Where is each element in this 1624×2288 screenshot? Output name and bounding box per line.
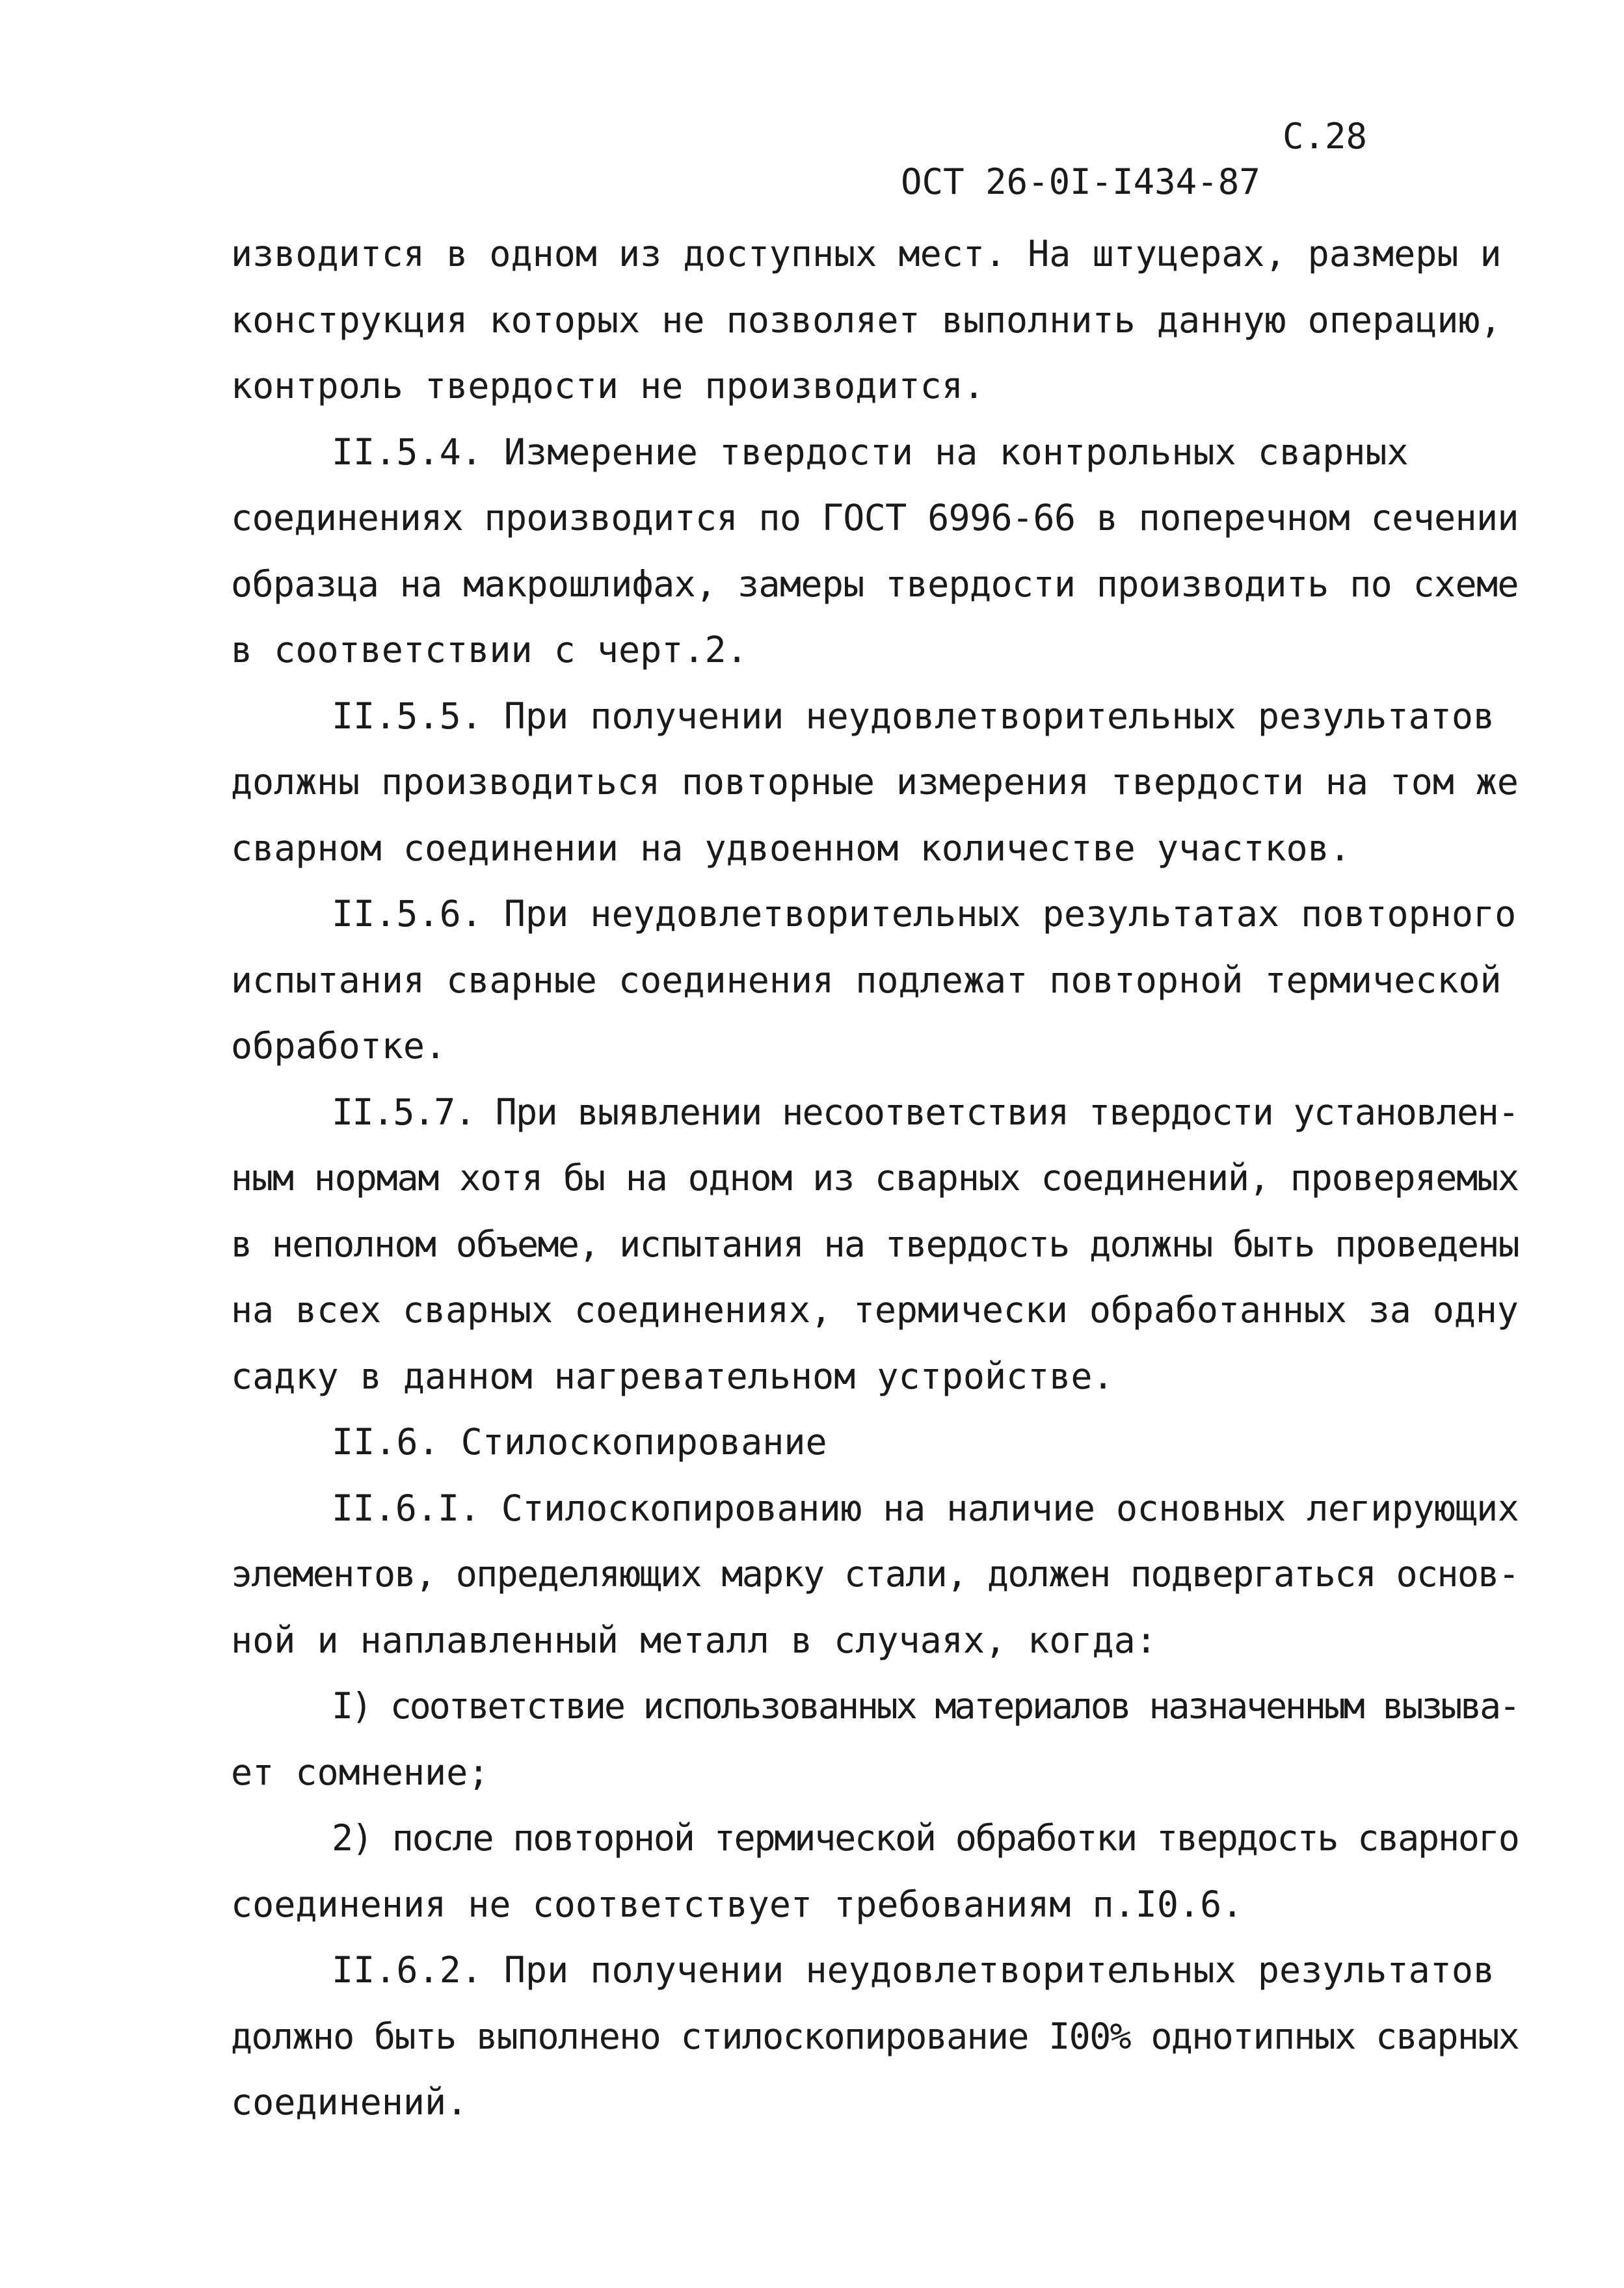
text-line: контроль твердости не производится. bbox=[231, 365, 985, 406]
text-line: соединений. bbox=[231, 2081, 468, 2123]
text-line: должно быть выполнено стилоскопирование I00% однотипных сварных bbox=[231, 2015, 1519, 2057]
text-line: соединениях производится по ГОСТ 6996-66 в поперечном сечении bbox=[231, 497, 1519, 539]
text-line: обработке. bbox=[231, 1025, 447, 1067]
text-line: I) соответствие использованных материалов назначенным вызыва- bbox=[332, 1685, 1519, 1727]
text-line: II.5.5. При получении неудовлетворительных результатов bbox=[332, 695, 1495, 737]
text-line: образца на макрошлифах, замеры твердости производить по схеме bbox=[231, 563, 1519, 605]
text-line: ным нормам хотя бы на одном из сварных соединений, проверяемых bbox=[231, 1157, 1519, 1199]
text-line: садку в данном нагревательном устройстве. bbox=[231, 1355, 1114, 1397]
text-line: ной и наплавленный металл в случаях, когда: bbox=[231, 1619, 1157, 1661]
text-line: сварном соединении на удвоенном количестве участков. bbox=[231, 827, 1351, 869]
text-line: изводится в одном из доступных мест. На штуцерах, размеры и bbox=[231, 233, 1502, 274]
text-line: в соответствии с черт.2. bbox=[231, 629, 748, 671]
text-line: в неполном объеме, испытания на твердость должны быть проведены bbox=[231, 1223, 1519, 1265]
text-line: II.5.4. Измерение твердости на контрольных сварных bbox=[332, 431, 1409, 473]
document-id: ОСТ 26-0I-I434-87 bbox=[901, 161, 1260, 202]
text-line: II.5.7. При выявлении несоответствия твердости установлен- bbox=[332, 1091, 1519, 1133]
text-line: должны производиться повторные измерения твердости на том же bbox=[231, 761, 1519, 803]
text-line: II.6.I. Стилоскопированию на наличие основных легирующих bbox=[332, 1487, 1519, 1529]
text-line: ет сомнение; bbox=[231, 1751, 490, 1793]
text-line: II.5.6. При неудовлетворительных результатах повторного bbox=[332, 893, 1517, 935]
text-line: конструкция которых не позволяет выполнить данную операцию, bbox=[231, 299, 1502, 341]
text-line: элементов, определяющих марку стали, должен подвергаться основ- bbox=[231, 1553, 1519, 1595]
text-line: испытания сварные соединения подлежат повторной термической bbox=[231, 959, 1502, 1001]
text-line: II.6.2. При получении неудовлетворительных результатов bbox=[332, 1949, 1495, 1991]
document-body bbox=[231, 221, 1519, 2136]
text-line: соединения не соответствует требованиям п.I0.6. bbox=[231, 1883, 1244, 1925]
page-number: С.28 bbox=[1283, 116, 1368, 157]
text-line: 2) после повторной термической обработки твердость сварного bbox=[332, 1817, 1519, 1859]
text-line: II.6. Стилоскопирование bbox=[332, 1421, 827, 1463]
text-line: на всех сварных соединениях, термически обработанных за одну bbox=[231, 1289, 1519, 1331]
